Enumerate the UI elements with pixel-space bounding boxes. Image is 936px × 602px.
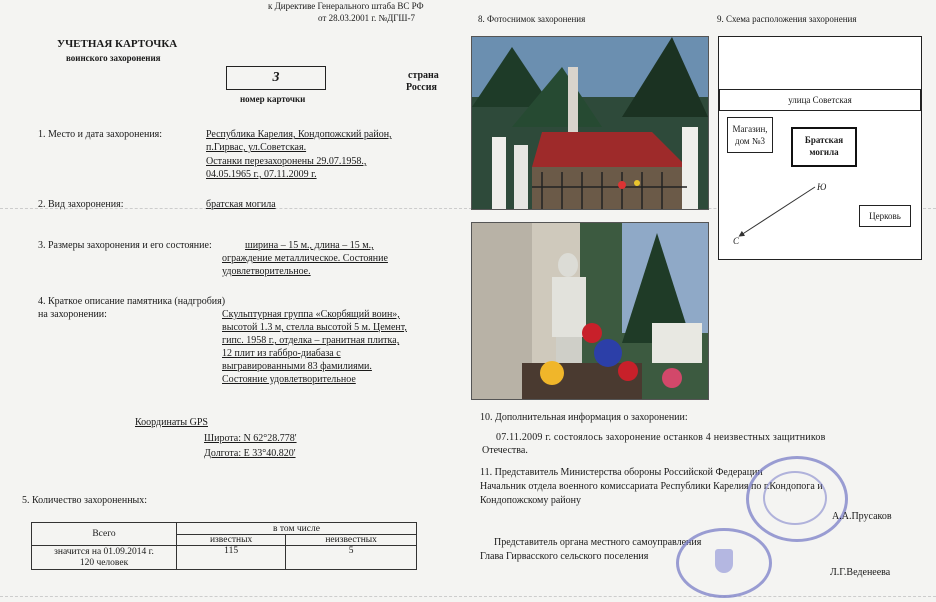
card-title: УЧЕТНАЯ КАРТОЧКА [57,38,178,50]
total-cell [32,546,177,570]
known-count: 115 [177,546,286,570]
monument-desc-line: Состояние удовлетворительное [222,374,356,385]
unknown-count: 5 [286,546,417,570]
coat-of-arms-icon [715,549,733,573]
gps-longitude: Долгота: E 33°40.820' [204,448,296,459]
shop-line1: Магазин, [732,124,768,134]
mod-rep-signer: А.А.Прусаков [832,511,892,522]
compass-north-label: Ю [817,182,827,192]
burial-size-label: 3. Размеры захоронения и его состояние: [38,240,212,251]
grave-line2: могила [809,147,839,157]
monument-label-line2: на захоронении: [38,309,107,320]
burial-size-line3: удовлетворительное. [222,266,311,277]
scan-line [0,596,936,597]
burial-place-line: Республика Карелия, Кондопожский район, [206,129,392,140]
monument-desc-line: выгравированными 83 фамилиями. [222,361,372,372]
card-number-box [226,66,326,90]
col-unknown-header: неизвестных [286,535,417,546]
additional-info-label: 10. Дополнительная информация о захоронении: [480,412,688,423]
card-number: 3 [272,70,280,85]
monument-desc-line: 12 плит из габбро-диабаза с [222,348,341,359]
monument-label-line1: 4. Краткое описание памятника (надгробия) [38,296,226,307]
memorial-photo-top-image [472,37,708,209]
local-rep-line1: Представитель органа местного самоуправления [494,537,702,548]
directive-header-line2: от 28.03.2001 г. №ДГШ-7 [318,13,415,23]
col-known-header: известных [177,535,286,546]
burial-size-line1: ширина – 15 м., длина – 15 м., [245,240,374,251]
photo-section-label: 8. Фотоснимок захоронения [478,14,586,24]
compass-arrow [719,37,921,259]
gps-title: Координаты GPS [135,417,208,428]
gps-latitude: Широта: N 62°28.778' [204,433,297,444]
burial-place-line: 04.05.1965 г., 07.11.2009 г. [206,169,317,180]
mod-rep-line2: Начальник отдела военного комиссариата Республики Карелия по г.Кондопога и [480,481,823,492]
directive-header-line1: к Директиве Генерального штаба ВС РФ [268,1,424,11]
country-value: Россия [406,82,437,93]
grave-line1: Братская [804,135,844,145]
count-label: 5. Количество захороненных: [22,495,148,506]
local-rep-signer: Л.Г.Веденеева [830,567,891,578]
monument-desc-line: высотой 1.3 м, стелла высотой 5 м. Цемент, [222,322,407,333]
additional-info-line1: 07.11.2009 г. состоялось захоронение останков 4 неизвестных защитников [496,432,826,443]
monument-desc-line: гипс. 1958 г., отделка – гранитная плитка, [222,335,400,346]
monument-desc-line: Скульптурная группа «Скорбящий воин», [222,309,400,320]
country-label: страна [408,70,439,81]
local-stamp [676,528,772,598]
memorial-photo-bottom-image [472,223,708,399]
total-line1: значится на 01.09.2014 г. [54,546,154,557]
burial-place-line: Останки перезахоронены 29.07.1958., [206,156,367,167]
shop-line2: дом №3 [735,136,765,146]
card-subtitle: воинского захоронения [66,53,161,63]
burial-place-line: п.Гирвас, ул.Советская. [206,142,307,153]
location-map [718,36,922,260]
burial-count-table [31,522,417,570]
memorial-photo-bottom [471,222,709,400]
military-stamp-inner [763,471,827,525]
additional-info-line2: Отечества. [482,445,528,456]
col-including-header: в том числе [177,523,417,535]
burial-size-line2: ограждение металлическое. Состояние [222,253,388,264]
local-rep-line2: Глава Гирвасского сельского поселения [480,551,649,562]
church-label: Церковь [869,211,901,221]
street-name: улица Советская [788,95,852,105]
mod-rep-line1: 11. Представитель Министерства обороны Российской Федерации [480,467,763,478]
military-stamp [746,456,848,542]
card-number-label: номер карточки [240,94,306,104]
compass-south-label: С [733,236,740,246]
total-line2: 120 человек [79,557,129,568]
burial-place-label: 1. Место и дата захоронения: [38,129,163,140]
map-section-label: 9. Схема расположения захоронения [717,14,857,24]
col-total-header: Всего [32,523,177,546]
mod-rep-line3: Кондопожскому району [480,495,582,506]
memorial-photo-top [471,36,709,210]
burial-type-value: братская могила [206,199,276,210]
burial-type-label: 2. Вид захоронения: [38,199,124,210]
